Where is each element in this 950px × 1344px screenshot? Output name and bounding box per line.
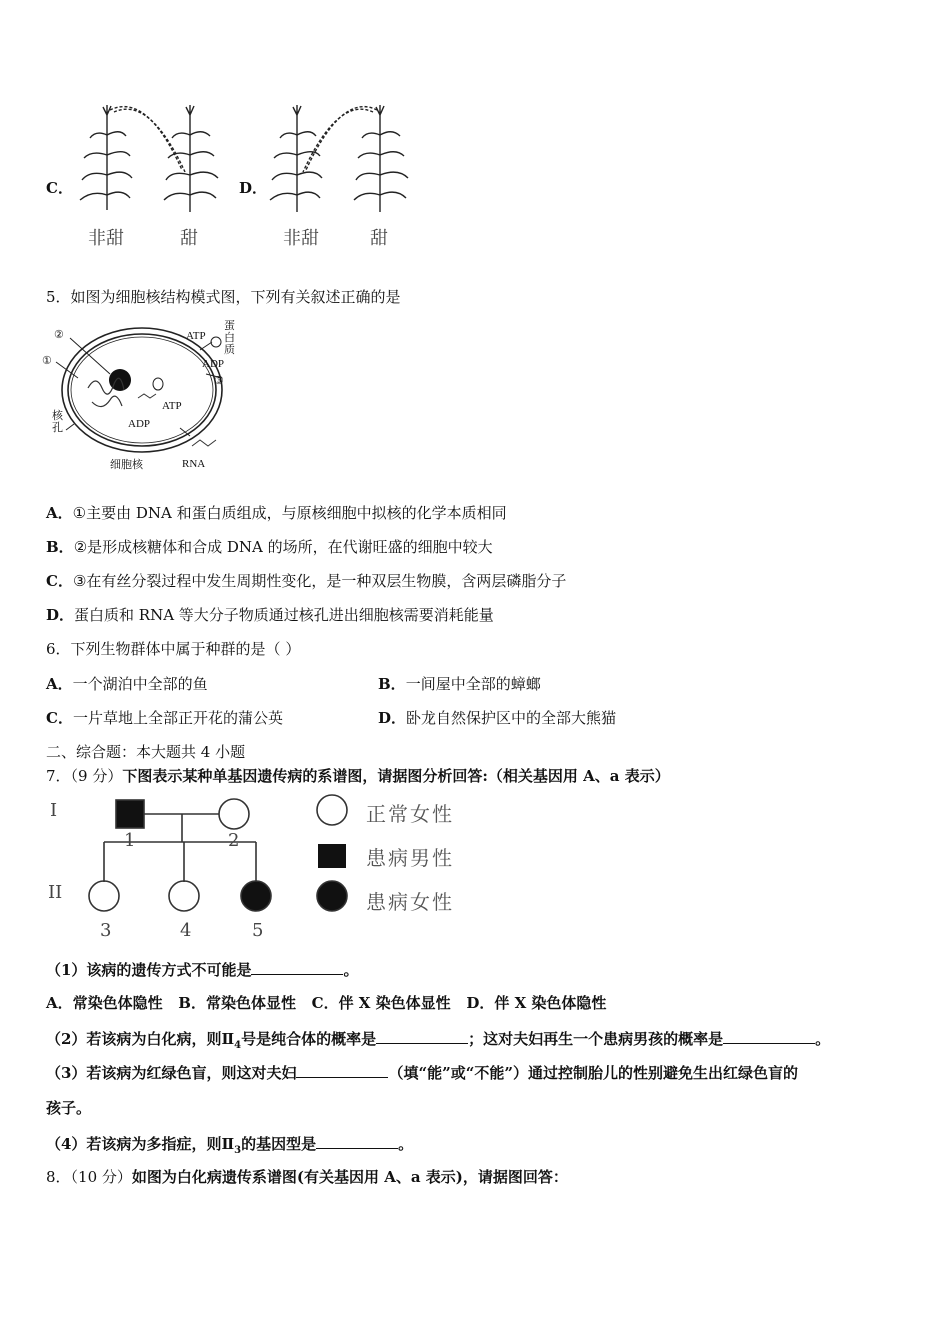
q6-option-b [378, 674, 541, 694]
q7-part1-options: A．常染色体隐性 B．常染色体显性 C．伴 X 染色体显性 D．伴 X 染色体隐性 [46, 994, 607, 1012]
legend-affected-male: 患病男性 [366, 846, 454, 870]
ind-2-label: 2 [228, 830, 240, 851]
q6-option-c-text: 一片草地上全部正开花的蒲公英 [72, 709, 283, 727]
q8-stem: 如图为白化病遗传系谱图(有关基因用 A、a 表示)，请据图回答： [131, 1168, 568, 1186]
q6-option-d-letter: D． [378, 709, 407, 727]
q7-p2-sub: 4 [234, 1040, 242, 1051]
q6-option-b-letter: B． [378, 675, 406, 693]
gen-1-label: I [50, 800, 58, 821]
q7-p4-sub: 3 [234, 1145, 242, 1156]
q7-part3 [46, 1062, 798, 1083]
q7-p4-b: 的基因型是 [241, 1135, 317, 1153]
q7-p3-b: （填“能”或“不能”）通过控制胎儿的性别避免生出红绿色盲的 [388, 1064, 798, 1082]
q7-p2-b: 号是纯合体的概率是 [241, 1030, 377, 1048]
legend-affected-female: 患病女性 [366, 890, 454, 914]
q7-p4-a: （4）若该病为多指症，则Ⅱ [46, 1135, 235, 1153]
label-nucleus: 细胞核 [110, 459, 143, 471]
q5-option-d [46, 605, 494, 625]
q5-option-b-text: ②是形成核糖体和合成 DNA 的场所，在代谢旺盛的细胞中较大 [73, 538, 493, 556]
pedigree-chart [40, 790, 470, 950]
q5-stem: 5．如图为细胞核结构模式图，下列有关叙述正确的是 [46, 288, 401, 306]
q7-p4-c: 。 [398, 1135, 414, 1153]
q7-num: 7．（9 分） [46, 767, 123, 785]
option-c-right-label: 甜 [180, 228, 198, 249]
option-c-left-label: 非甜 [88, 228, 124, 249]
q7-heading [46, 766, 670, 786]
q7-p2-c: ；这对夫妇再生一个患病男孩的概率是 [468, 1030, 724, 1048]
q7-stem: 下图表示某种单基因遗传病的系谱图，请据图分析回答:（相关基因用 A、a 表示） [122, 767, 670, 785]
q7-p2-a: （2）若该病为白化病，则Ⅱ [46, 1030, 235, 1048]
q7-p3-blank[interactable] [296, 1062, 388, 1078]
option-d-label: D． [239, 179, 268, 197]
q7-p3-a: （3）若该病为红绿色盲，则这对夫妇 [46, 1064, 297, 1082]
q7-part2 [46, 1028, 830, 1056]
q5-option-d-text: 蛋白质和 RNA 等大分子物质通过核孔进出细胞核需要消耗能量 [74, 606, 494, 624]
q5-option-a-text: ①主要由 DNA 和蛋白质组成，与原核细胞中拟核的化学本质相同 [72, 504, 507, 522]
q5-option-b-letter: B． [46, 538, 74, 556]
label-circle1: ① [42, 355, 52, 367]
ind-3-label: 3 [100, 920, 112, 941]
nucleus-diagram [40, 318, 250, 476]
q5-option-a [46, 503, 507, 523]
gen-2-label: II [48, 882, 63, 903]
q5-option-a-letter: A． [46, 504, 73, 522]
q7-part4 [46, 1133, 413, 1161]
q7-p2-blank2[interactable] [723, 1028, 815, 1044]
q7-p4-blank[interactable] [316, 1133, 398, 1149]
label-atp-top: ATP [186, 330, 206, 342]
q6-option-a-letter: A． [46, 675, 73, 693]
q5-option-c-letter: C． [46, 572, 73, 590]
q5-option-c-text: ③在有丝分裂过程中发生周期性变化，是一种双层生物膜，含两层磷脂分子 [72, 572, 567, 590]
q5-option-d-letter: D． [46, 606, 75, 624]
label-pore: 核孔 [52, 410, 63, 434]
ind-1-label: 1 [124, 830, 136, 851]
legend-normal-female: 正常女性 [366, 802, 454, 826]
option-c-figure [72, 100, 232, 220]
q7-p1-b: 。 [343, 961, 359, 979]
label-adp-right: ADP [202, 358, 225, 370]
q8-heading [46, 1167, 568, 1187]
label-adp-inner: ADP [128, 418, 151, 430]
ind-5-label: 5 [252, 920, 264, 941]
ind-4-label: 4 [180, 920, 192, 941]
q6-option-c-letter: C． [46, 709, 73, 727]
q6-option-a-text: 一个湖泊中全部的鱼 [72, 675, 208, 693]
q7-p2-blank1[interactable] [376, 1028, 468, 1044]
option-c-label: C． [46, 179, 73, 197]
option-d-figure [262, 100, 422, 220]
q5-option-c [46, 571, 566, 591]
q5-option-b [46, 537, 493, 557]
q7-p2-d: 。 [815, 1030, 831, 1048]
q6-option-b-text: 一间屋中全部的蟑螂 [405, 675, 541, 693]
q7-p1-blank[interactable] [251, 959, 343, 975]
section2-title: 二、综合题：本大题共 4 小题 [46, 743, 246, 761]
q8-num: 8．（10 分） [46, 1168, 132, 1186]
option-d-right-label: 甜 [370, 228, 388, 249]
q7-p1-a: （1）该病的遗传方式不可能是 [46, 961, 252, 979]
label-protein: 蛋白质 [224, 320, 235, 356]
label-circle2: ② [54, 329, 64, 341]
q6-option-a [46, 674, 208, 694]
q6-option-d-text: 卧龙自然保护区中的全部大熊猫 [406, 709, 617, 727]
q7-part3-cont: 孩子。 [46, 1099, 92, 1117]
q6-option-c [46, 708, 283, 728]
label-circle3: ③ [214, 375, 224, 387]
q7-part1 [46, 959, 358, 980]
q6-stem: 6．下列生物群体中属于种群的是（ ） [46, 640, 301, 658]
option-d-left-label: 非甜 [283, 228, 319, 249]
label-atp-inner: ATP [162, 400, 182, 412]
q6-option-d [378, 708, 616, 728]
label-rna: RNA [182, 458, 206, 470]
